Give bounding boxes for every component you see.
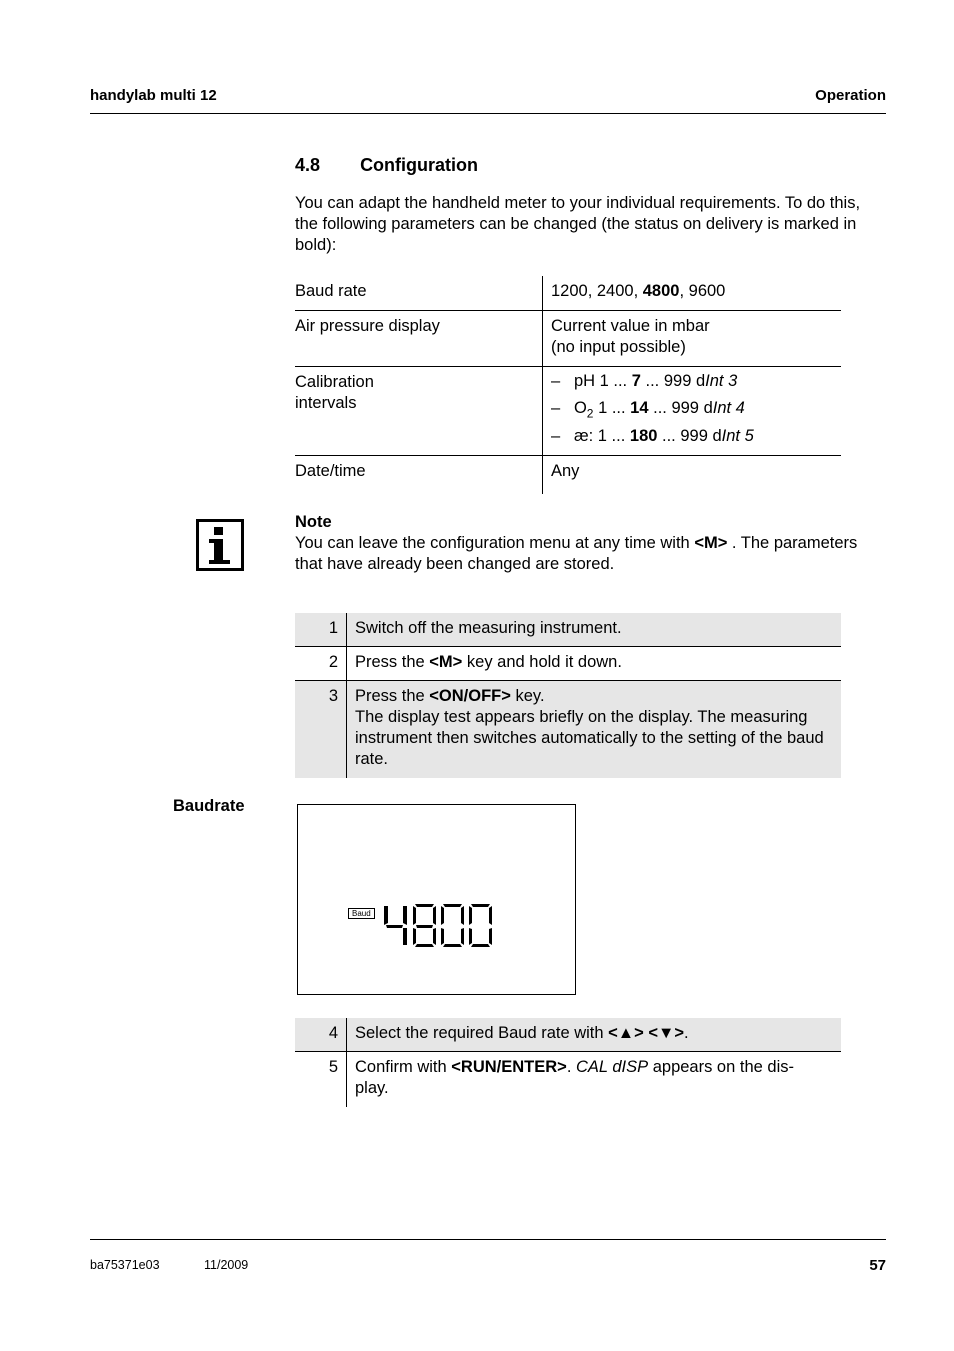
footer-date: 11/2009 bbox=[204, 1258, 249, 1272]
step-row bbox=[295, 1018, 841, 1052]
step-number: 1 bbox=[295, 613, 347, 647]
step-number: 3 bbox=[295, 681, 347, 779]
param-row-baud bbox=[295, 276, 841, 311]
header-section: Operation bbox=[815, 87, 886, 104]
step-number: 5 bbox=[295, 1052, 347, 1108]
param-label: Baud rate bbox=[295, 282, 367, 300]
step-text: Select the required Baud rate with <▲> <▼>. bbox=[347, 1018, 842, 1052]
baudrate-label: Baudrate bbox=[173, 797, 245, 815]
param-label: Date/time bbox=[295, 456, 543, 495]
step-row bbox=[295, 681, 841, 779]
note-title: Note bbox=[295, 513, 332, 531]
param-value bbox=[543, 367, 842, 456]
param-label: Calibration intervals bbox=[295, 367, 543, 456]
cal-cond: – æ: 1 ... 180 ... 999 dInt 5 bbox=[551, 427, 754, 445]
step-text: Switch off the measuring instrument. bbox=[347, 613, 842, 647]
cal-o2: – $O_2$ 1 ... 14 ... 999 dInt 4 bbox=[551, 399, 745, 421]
step-text: Press the <M> key and hold it down. bbox=[347, 647, 842, 681]
footer-doc-id: ba75371e03 bbox=[90, 1258, 160, 1272]
param-row-date bbox=[295, 456, 841, 495]
param-value: Any bbox=[543, 456, 842, 495]
param-value: 1200, 2400, 4800, 9600 bbox=[543, 276, 842, 311]
step-row bbox=[295, 1052, 841, 1108]
header-rule bbox=[90, 113, 886, 114]
intro-paragraph: You can adapt the handheld meter to your individual requirements. To do this, the following parameters can be changed (the status on delivery is marked in bold): bbox=[295, 194, 861, 254]
lcd-digits bbox=[381, 903, 493, 949]
step-text: Press the <ON/OFF> key. The display test appears briefly on the display. The measuring instrument then switches automatically to the setting of the baud rate. bbox=[347, 681, 842, 779]
step-row bbox=[295, 613, 841, 647]
lcd-display bbox=[297, 804, 576, 995]
baud-indicator: Baud bbox=[348, 908, 375, 919]
info-icon bbox=[196, 519, 244, 571]
section-number: 4.8 bbox=[295, 155, 321, 175]
section-title: Configuration bbox=[360, 155, 479, 175]
step-text: Confirm with <RUN/ENTER>. CAL dISP appears on the dis-play. bbox=[347, 1052, 842, 1108]
param-row-calibration bbox=[295, 367, 841, 456]
header-title: handylab multi 12 bbox=[90, 87, 217, 104]
param-value: Current value in mbar (no input possible) bbox=[543, 311, 842, 367]
section-heading bbox=[295, 155, 478, 176]
page-number: 57 bbox=[869, 1257, 886, 1274]
step-number: 4 bbox=[295, 1018, 347, 1052]
step-number: 2 bbox=[295, 647, 347, 681]
note-text: You can leave the configuration menu at any time with <M> . The parameters that have already been changed are stored. bbox=[295, 534, 858, 573]
cal-ph: – pH 1 ... 7 ... 999 dInt 3 bbox=[551, 372, 738, 390]
parameters-table bbox=[295, 276, 841, 494]
step-row bbox=[295, 647, 841, 681]
param-label: Air pressure display bbox=[295, 311, 543, 367]
steps-table-2 bbox=[295, 1018, 841, 1107]
param-row-air bbox=[295, 311, 841, 367]
footer-rule bbox=[90, 1239, 886, 1240]
steps-table-1 bbox=[295, 613, 841, 778]
